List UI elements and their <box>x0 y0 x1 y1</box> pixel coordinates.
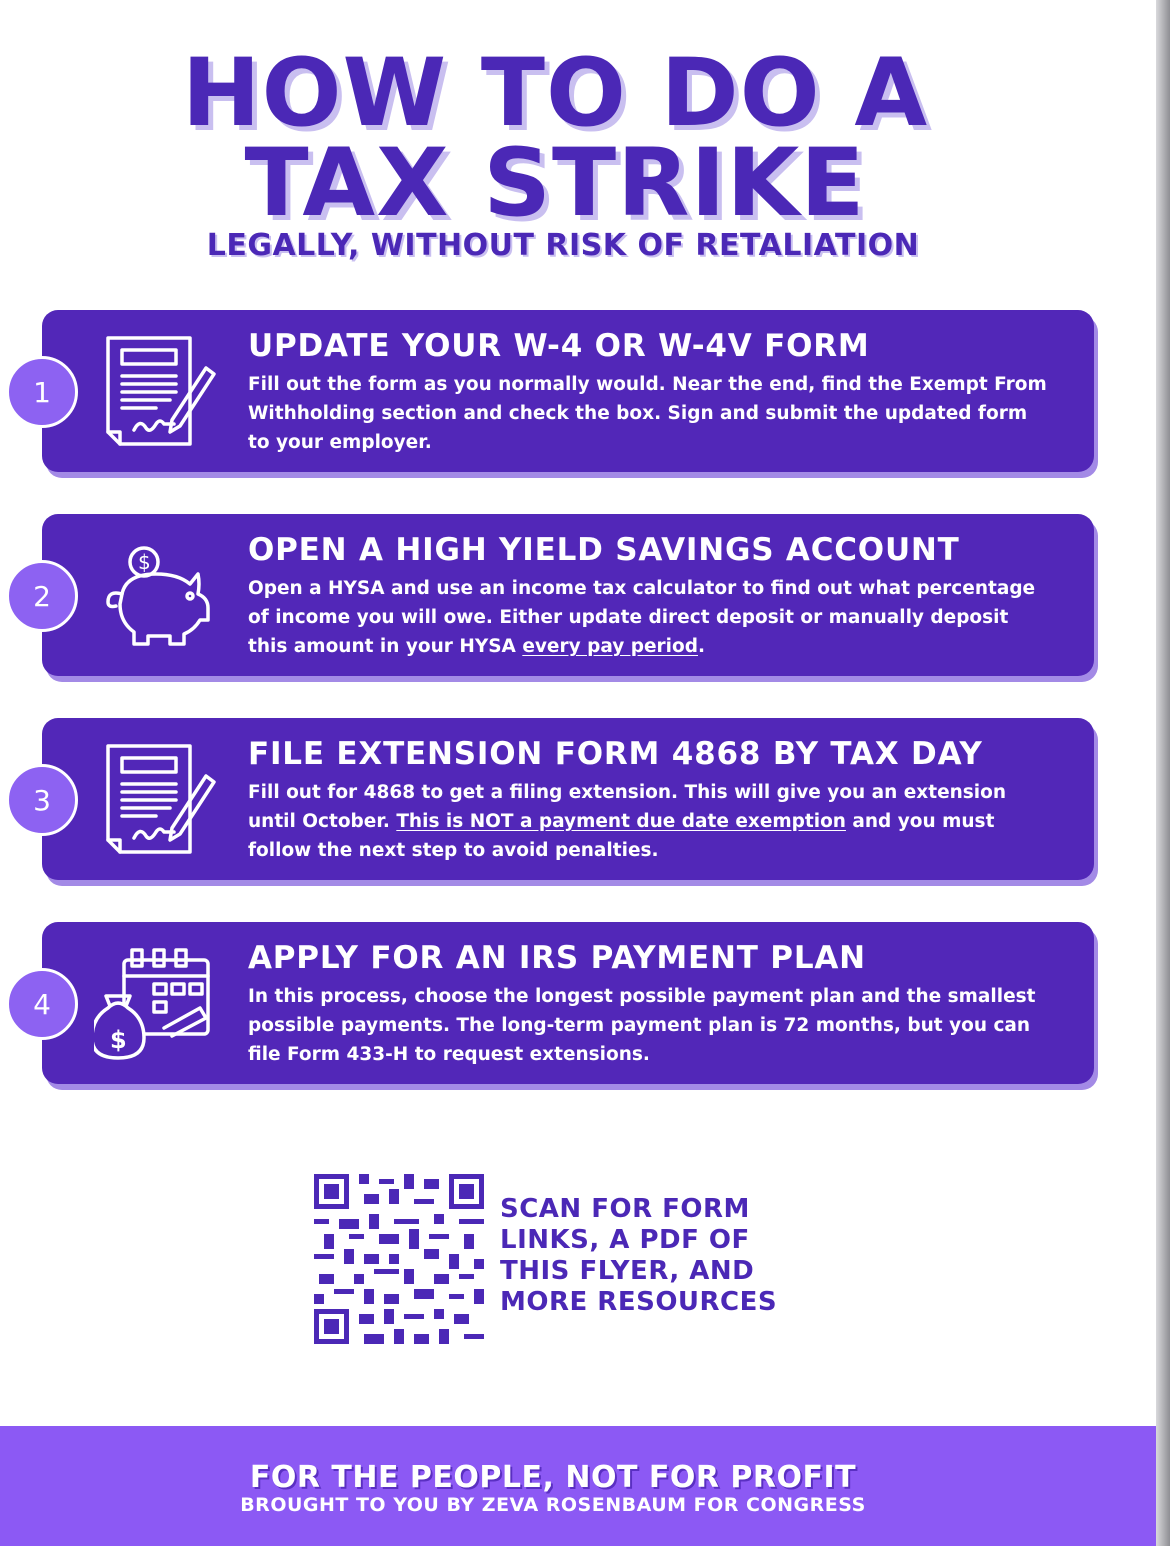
underlined-text: every pay period <box>522 636 698 657</box>
step-card-4 <box>33 922 1094 1084</box>
piggy-bank-icon <box>94 536 224 656</box>
footer-slogan: FOR THE PEOPLE, NOT FOR PROFIT <box>249 1460 857 1495</box>
footer-credit: BROUGHT TO YOU BY ZEVA ROSENBAUM FOR CONGRESS <box>240 1494 866 1516</box>
svg-text:$: $ <box>138 550 151 574</box>
title-line-1: HOW TO DO A <box>181 39 929 148</box>
svg-text:$: $ <box>110 1026 127 1054</box>
step-number-badge: 3 <box>6 764 78 836</box>
scan-line: MORE RESOURCES <box>500 1287 778 1317</box>
step-body: Fill out for 4868 to get a filing extension. This will give you an extension until October. This is NOT a payment due date exemption and you must follow the next step to avoid penalties. <box>248 782 1007 861</box>
step-heading: UPDATE YOUR W-4 OR W-4V FORM <box>248 328 870 364</box>
scan-line: LINKS, A PDF OF <box>500 1225 750 1255</box>
step-heading: APPLY FOR AN IRS PAYMENT PLAN <box>248 940 866 976</box>
document-sign-icon <box>94 740 224 860</box>
step-heading: FILE EXTENSION FORM 4868 BY TAX DAY <box>248 736 983 772</box>
qr-code-icon[interactable] <box>314 1174 484 1344</box>
step-body: Open a HYSA and use an income tax calculator to find out what percentage of income you will owe. Either update direct deposit or manually deposit this amount in your HYSA every pay period. <box>248 578 1036 657</box>
page-edge <box>1156 0 1170 1546</box>
scan-line: THIS FLYER, AND <box>500 1256 755 1286</box>
document-sign-icon <box>94 332 224 452</box>
step-card-3 <box>33 718 1094 880</box>
step-number-badge: 1 <box>6 356 78 428</box>
step-body: Fill out the form as you normally would. Near the end, find the Exempt From Withholding section and check the box. Sign and submit the updated form to your employer. <box>248 374 1047 453</box>
title-line-2: TAX STRIKE <box>244 129 866 238</box>
underlined-text: This is NOT a payment due date exemption <box>396 811 846 832</box>
step-heading: OPEN A HIGH YIELD SAVINGS ACCOUNT <box>248 532 960 568</box>
step-card-2 <box>33 514 1094 676</box>
subtitle: LEGALLY, WITHOUT RISK OF RETALIATION <box>206 228 920 263</box>
step-number-badge: 4 <box>6 968 78 1040</box>
scan-instructions <box>500 1194 777 1318</box>
step-card-1 <box>33 310 1094 472</box>
calendar-money-icon <box>94 944 224 1064</box>
step-body: In this process, choose the longest possible payment plan and the smallest possible payments. The long-term payment plan is 72 months, but you can file Form 433-H to request extensions. <box>248 986 1036 1065</box>
scan-line: SCAN FOR FORM <box>500 1194 750 1224</box>
footer-banner <box>0 1426 1156 1546</box>
step-number-badge: 2 <box>6 560 78 632</box>
